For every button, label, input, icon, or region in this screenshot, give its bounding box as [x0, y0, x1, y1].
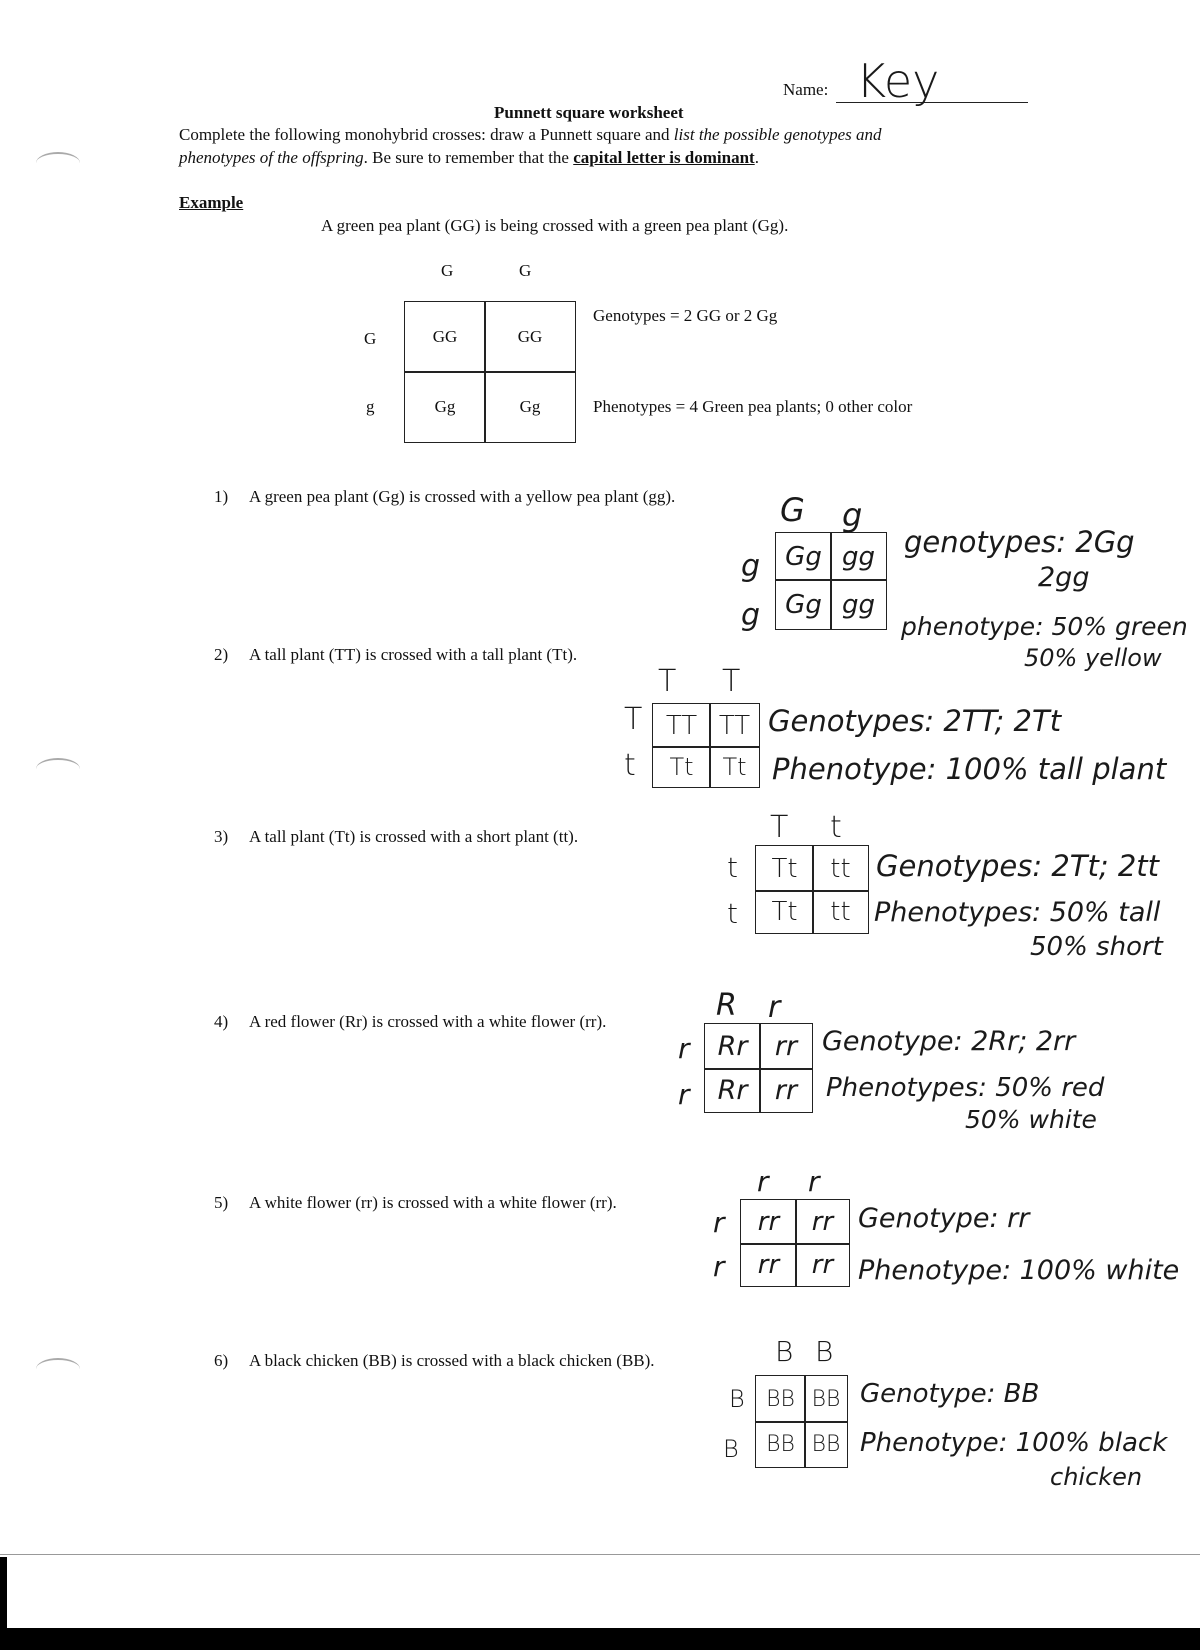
instructions-line-2	[179, 148, 759, 168]
punnett-cell: rr	[740, 1199, 797, 1245]
question-text: A green pea plant (Gg) is crossed with a yellow pea plant (gg).	[249, 487, 676, 506]
punnett-cell: BB	[804, 1375, 848, 1423]
instr-emphasis: capital letter is dominant	[573, 148, 755, 167]
example-genotypes: Genotypes = 2 GG or 2 Gg	[593, 306, 778, 325]
punch-hole-mark	[36, 758, 80, 780]
punnett-cell: tt	[812, 890, 869, 934]
top-allele: r	[768, 990, 781, 1025]
question-number: 5)	[214, 1193, 229, 1212]
name-value: Key	[856, 54, 940, 108]
side-allele: t	[727, 897, 738, 930]
question-number: 6)	[214, 1351, 229, 1370]
phenotype-answer: Phenotypes: 50% tall	[874, 897, 1161, 928]
genotype-answer: Genotype: rr	[858, 1203, 1030, 1234]
example-heading: Example	[179, 193, 244, 212]
example-top-allele: G	[519, 261, 532, 280]
example-side-allele: g	[366, 397, 375, 416]
genotype-answer: Genotype: BB	[860, 1379, 1040, 1409]
punnett-cell: BB	[755, 1375, 806, 1423]
question-text: A red flower (Rr) is crossed with a white flower (rr).	[249, 1012, 607, 1031]
punnett-cell: tt	[812, 845, 869, 892]
side-allele: T	[624, 702, 643, 737]
phenotype-answer: Phenotype: 100% tall plant	[772, 752, 1167, 786]
question-text: A black chicken (BB) is crossed with a black chicken (BB).	[249, 1351, 655, 1370]
example-top-allele: G	[441, 261, 454, 280]
phenotype-answer-cont: 50% white	[965, 1105, 1097, 1134]
punnett-cell: rr	[740, 1243, 797, 1287]
instr-text-italic: list the possible genotypes and	[673, 125, 882, 144]
top-allele: R	[716, 988, 737, 1023]
side-allele: B	[729, 1385, 745, 1413]
top-allele: B	[815, 1335, 834, 1368]
phenotype-answer-cont: chicken	[1050, 1463, 1143, 1491]
instr-text: Complete the following monohybrid crosses: draw a Punnett square and	[179, 125, 674, 144]
side-allele: B	[723, 1435, 739, 1463]
punnett-cell: gg	[830, 532, 887, 581]
example-phenotypes: Phenotypes = 4 Green pea plants; 0 other color	[593, 397, 913, 416]
genotype-answer: genotypes: 2Gg	[904, 525, 1135, 559]
side-allele: g	[741, 598, 761, 633]
punnett-cell: Tt	[755, 845, 814, 892]
punnett-cell: rr	[795, 1199, 850, 1245]
side-allele: g	[741, 549, 761, 584]
phenotype-answer: Phenotype: 100% black	[860, 1428, 1168, 1458]
top-allele: G	[780, 491, 805, 529]
instr-text: . Be sure to remember that the	[363, 148, 574, 167]
top-allele: T	[722, 664, 741, 699]
example-side-allele: G	[364, 329, 377, 348]
punnett-cell: Rr	[704, 1023, 761, 1070]
question-number: 2)	[214, 645, 229, 664]
punch-hole-mark	[36, 152, 80, 174]
punnett-cell: GG	[404, 301, 486, 373]
punnett-cell: gg	[830, 579, 887, 630]
side-allele: r	[678, 1078, 690, 1111]
question-text: A white flower (rr) is crossed with a white flower (rr).	[249, 1193, 617, 1212]
punnett-cell: BB	[755, 1421, 806, 1468]
side-allele: r	[713, 1250, 725, 1283]
punnett-cell: rr	[795, 1243, 850, 1287]
phenotype-answer-cont: 50% short	[1030, 932, 1163, 962]
instr-text-italic: phenotypes of the offspring	[179, 148, 364, 167]
punnett-cell: rr	[759, 1023, 813, 1070]
question-number: 4)	[214, 1012, 229, 1031]
top-allele: B	[775, 1335, 794, 1368]
side-allele: t	[624, 748, 636, 783]
question-number: 1)	[214, 487, 229, 506]
punnett-cell: Tt	[709, 746, 760, 788]
phenotype-answer: phenotype: 50% green	[901, 612, 1188, 641]
phenotype-answer: Phenotypes: 50% red	[826, 1073, 1105, 1103]
punnett-cell: Rr	[704, 1068, 761, 1113]
punnett-cell: Tt	[755, 890, 814, 934]
question-text: A tall plant (TT) is crossed with a tall plant (Tt).	[249, 645, 578, 664]
punnett-cell: Gg	[484, 371, 576, 443]
genotype-answer: Genotype: 2Rr; 2rr	[822, 1026, 1076, 1057]
side-allele: r	[713, 1206, 725, 1239]
phenotype-answer-cont: 50% yellow	[1024, 644, 1162, 672]
instructions-line-1	[179, 125, 882, 145]
top-allele: r	[757, 1165, 769, 1198]
instr-text: .	[754, 148, 759, 167]
phenotype-answer: Phenotype: 100% white	[858, 1255, 1180, 1286]
punnett-cell: Gg	[775, 579, 832, 630]
punnett-cell: TT	[709, 703, 760, 748]
genotype-answer: Genotypes: 2Tt; 2tt	[876, 849, 1160, 883]
example-prompt: A green pea plant (GG) is being crossed with a green pea plant (Gg).	[321, 216, 789, 235]
worksheet-title: Punnett square worksheet	[494, 103, 684, 122]
side-allele: t	[727, 851, 738, 884]
punnett-cell: Tt	[652, 746, 711, 788]
punch-hole-mark	[36, 1358, 80, 1380]
scan-edge-bottom	[0, 1628, 1200, 1650]
top-allele: t	[830, 810, 842, 845]
top-allele: r	[808, 1165, 820, 1198]
genotype-answer-cont: 2gg	[1038, 562, 1090, 593]
question-text: A tall plant (Tt) is crossed with a short plant (tt).	[249, 827, 579, 846]
punnett-cell: Gg	[404, 371, 486, 443]
punnett-cell: Gg	[775, 532, 832, 581]
top-allele: T	[658, 664, 677, 699]
name-label: Name:	[783, 80, 829, 99]
question-number: 3)	[214, 827, 229, 846]
top-allele: g	[842, 496, 863, 534]
punnett-cell: TT	[652, 703, 711, 748]
punnett-cell: GG	[484, 301, 576, 373]
page-edge-line	[0, 1554, 1200, 1555]
genotype-answer: Genotypes: 2TT; 2Tt	[768, 704, 1062, 738]
top-allele: T	[770, 810, 789, 845]
punnett-cell: BB	[804, 1421, 848, 1468]
side-allele: r	[678, 1032, 690, 1065]
punnett-cell: rr	[759, 1068, 813, 1113]
